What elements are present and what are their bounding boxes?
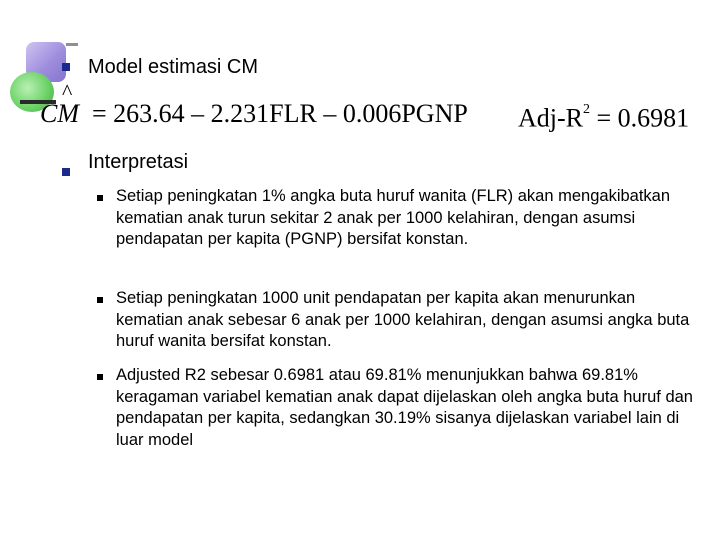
square-bullet-icon bbox=[62, 168, 70, 176]
equation-lhs-var: CM bbox=[40, 99, 79, 128]
square-bullet-icon bbox=[62, 63, 70, 71]
adjusted-r-squared bbox=[518, 94, 689, 139]
adj-r-superscript: 2 bbox=[583, 102, 590, 117]
heading-interpretasi: Interpretasi bbox=[88, 151, 189, 173]
small-square-bullet-icon bbox=[97, 195, 103, 201]
small-square-bullet-icon bbox=[97, 297, 103, 303]
heading-model-estimasi: Model estimasi CM bbox=[88, 56, 259, 78]
interpretation-item-1: Setiap peningkatan 1% angka buta huruf wanita (FLR) akan mengakibatkan kematian anak turun sekitar 2 anak per 1000 kelahiran, dengan asumsi pendapatan per kapita (PGNP) bersifat konstan. bbox=[116, 187, 671, 248]
interpretation-item-3: Adjusted R2 sebesar 0.6981 atau 69.81% menunjukkan bahwa 69.81% keragaman variabel kematian anak dapat dijelaskan oleh angka buta huruf dan pendapatan per kapita, sedangkan 30.19% sisanya dijelaskan variabel lain di luar model bbox=[116, 366, 693, 449]
decorative-tick bbox=[66, 43, 78, 46]
hat-icon: ^ bbox=[62, 79, 73, 104]
equation-lhs bbox=[40, 79, 79, 134]
regression-equation bbox=[40, 79, 708, 134]
equation-rhs: = 263.64 – 2.231FLR – 0.006PGNP bbox=[92, 99, 468, 128]
adj-r-label: Adj-R bbox=[518, 103, 583, 133]
adj-r-value: = 0.6981 bbox=[596, 103, 690, 133]
small-square-bullet-icon bbox=[97, 374, 103, 380]
interpretation-item-2: Setiap peningkatan 1000 unit pendapatan per kapita akan menurunkan kematian anak sebesar 6 anak per 1000 kelahiran, dengan asumsi angka buta huruf wanita bersifat konstan. bbox=[116, 289, 690, 350]
